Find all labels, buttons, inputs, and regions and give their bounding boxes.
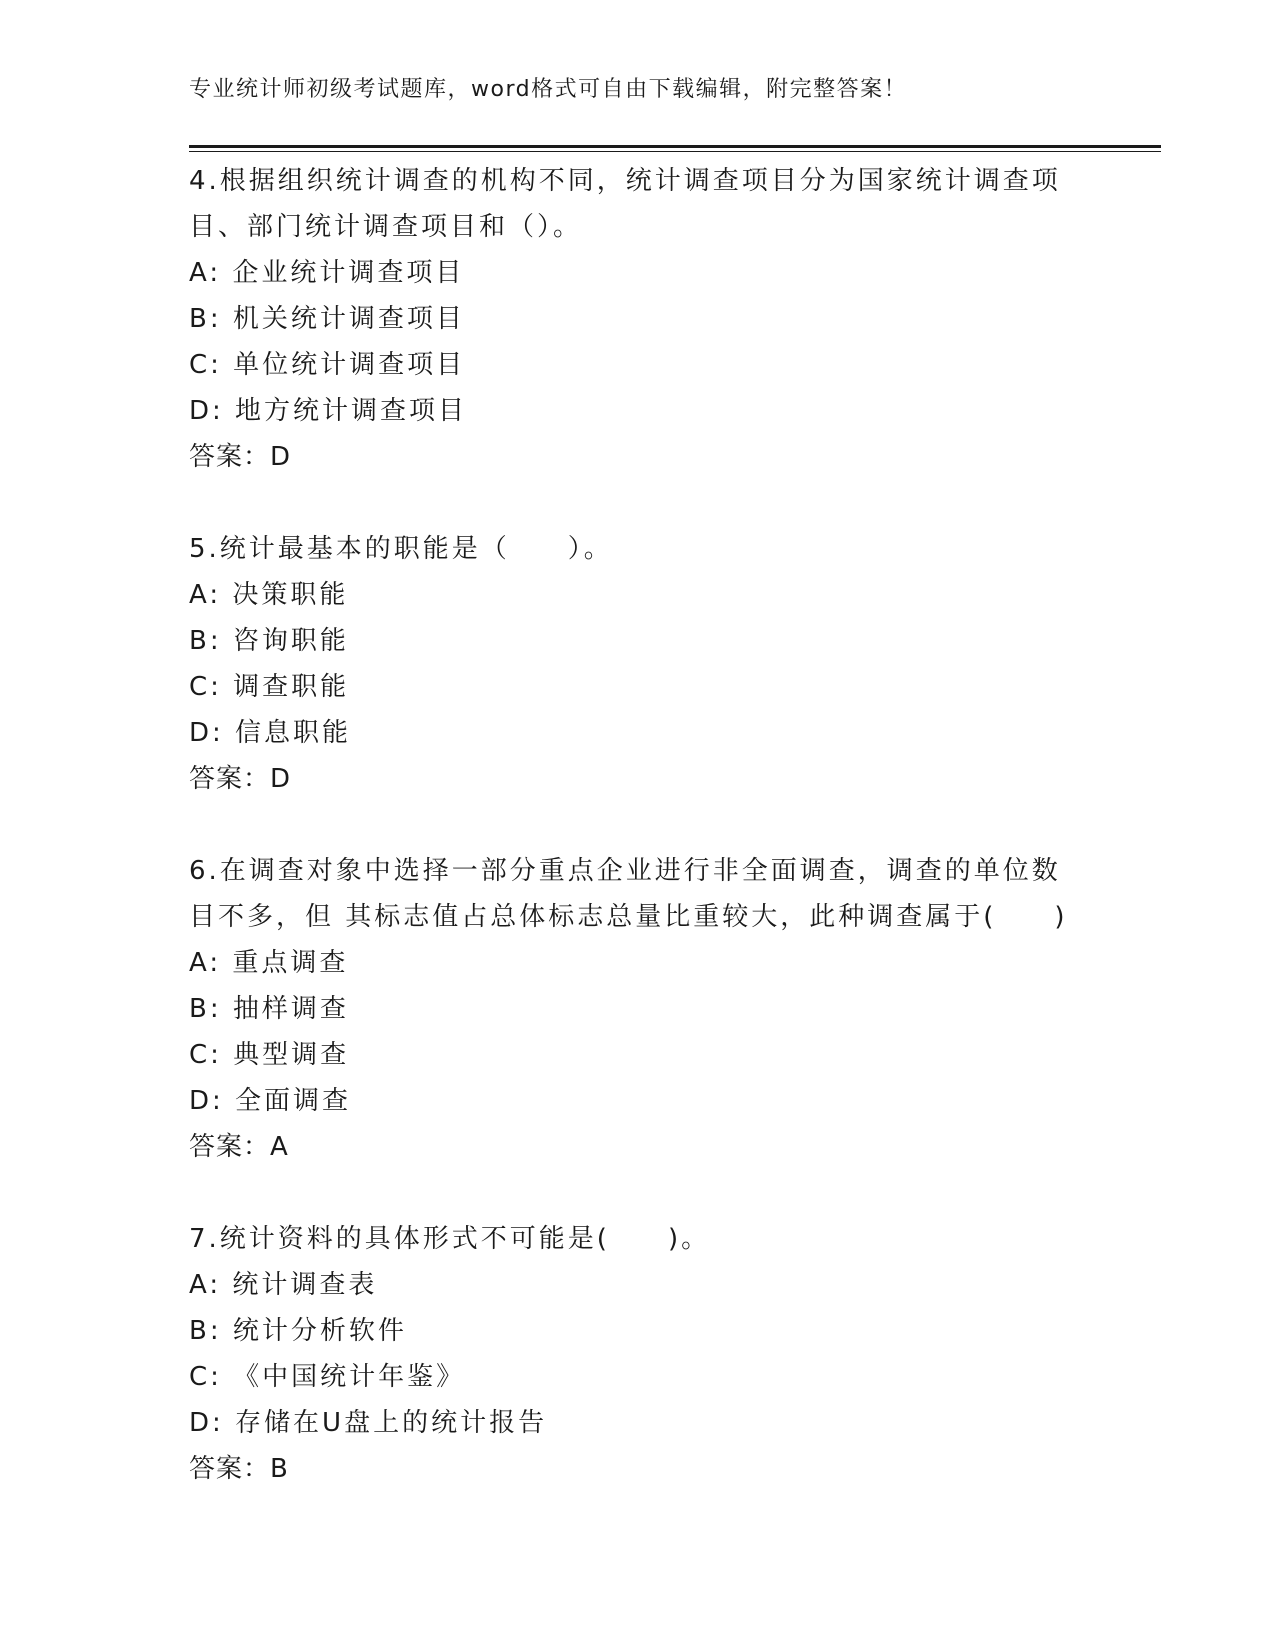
question-stem-line: 目不多，但 其标志值占总体标志总量比重较大，此种调查属于( ) xyxy=(189,902,1068,932)
question-5 xyxy=(189,526,1089,802)
question-list xyxy=(189,158,1089,1538)
option-b: B: 咨询职能 xyxy=(189,626,349,656)
header-rule-thin xyxy=(189,151,1161,152)
question-7 xyxy=(189,1216,1089,1492)
question-stem-line: 4.根据组织统计调查的机构不同，统计调查项目分为国家统计调查项 xyxy=(189,166,1061,196)
option-d: D: 全面调查 xyxy=(189,1086,352,1116)
option-a: A: 决策职能 xyxy=(189,580,349,610)
answer-line: 答案：D xyxy=(189,442,292,472)
option-c: C: 单位统计调查项目 xyxy=(189,350,466,380)
option-c: C: 《中国统计年鉴》 xyxy=(189,1362,466,1392)
answer-line: 答案：A xyxy=(189,1132,289,1162)
header-rule-thick xyxy=(189,145,1161,148)
option-d: D: 信息职能 xyxy=(189,718,352,748)
question-stem-line: 5.统计最基本的职能是（ ）。 xyxy=(189,534,613,564)
question-stem-line: 6.在调查对象中选择一部分重点企业进行非全面调查，调查的单位数 xyxy=(189,856,1061,886)
option-c: C: 典型调查 xyxy=(189,1040,350,1070)
option-b: B: 机关统计调查项目 xyxy=(189,304,465,334)
question-6 xyxy=(189,848,1089,1170)
question-stem-line: 7.统计资料的具体形式不可能是( )。 xyxy=(189,1224,711,1254)
page-header: 专业统计师初级考试题库，word格式可自由下载编辑，附完整答案！ xyxy=(189,77,908,102)
option-c: C: 调查职能 xyxy=(189,672,350,702)
answer-line: 答案：B xyxy=(189,1454,289,1484)
option-b: B: 抽样调查 xyxy=(189,994,349,1024)
option-d: D: 存储在U盘上的统计报告 xyxy=(189,1408,548,1438)
option-a: A: 重点调查 xyxy=(189,948,349,978)
question-4 xyxy=(189,158,1089,480)
question-stem-line: 目、部门统计调查项目和（）。 xyxy=(189,212,583,242)
option-b: B: 统计分析软件 xyxy=(189,1316,407,1346)
answer-line: 答案：D xyxy=(189,764,292,794)
option-a: A: 统计调查表 xyxy=(189,1270,378,1300)
option-d: D: 地方统计调查项目 xyxy=(189,396,468,426)
option-a: A: 企业统计调查项目 xyxy=(189,258,465,288)
